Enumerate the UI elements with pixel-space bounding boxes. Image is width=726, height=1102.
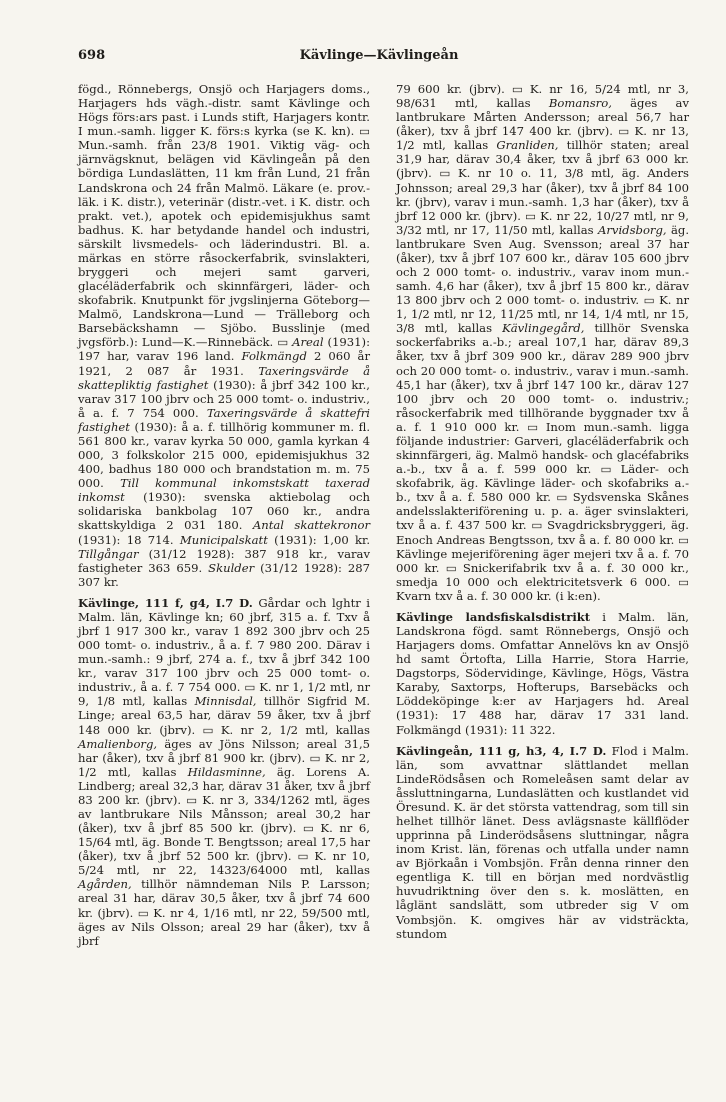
page-number: 698: [78, 48, 106, 63]
entry-heading: Kävlinge landsfiskalsdistrikt: [396, 609, 591, 624]
right-column: [396, 82, 689, 941]
running-head: Kävlinge—Kävlingeån: [299, 48, 459, 63]
kavlinge-farms-entry: Kävlinge, 111 f, g4, I.7 D. Gårdar och lghtr i Malm. län, Kävlinge kn; 60 jbrf, 315 a. f. Txv å jbrf 1 917 300 kr., varav 1 892 300 jbrv och 25 000 tomt- o. industriv., å a. f. 7 980 200. Därav i mun.-samh.: 9 jbrf, 274 a. f., txv å jbrf 342 100 kr., varav 317 100 jbrv och 25 000 tomt- o. industriv., å a. f. 7 754 000. ▭ K. nr 1, 1/2 mtl, nr 9, 1/8 mtl, kallas Minnisdal, tillhör Sigfrid M. Linge; areal 63,5 har, därav 59 åker, txv å jbrf 148 000 kr. (jbrv). ▭ K. nr 2, 1/2 mtl, kallas Amalienborg, äges av Jöns Nilsson; areal 31,5 har (åker), txv å jbrf 81 900 kr. (jbrv). ▭ K. nr 2, 1/2 mtl, kallas Hildasminne, äg. Lorens A. Lindberg; areal 32,3 har, därav 31 åker, txv å jbrf 83 200 kr. (jbrv). ▭ K. nr 3, 334/1262 mtl, äges av lantbrukare Nils Månsson; areal 30,2 har (åker), txv å jbrf 85 500 kr. (jbrv). ▭ K. nr 6, 15/64 mtl, äg. Bonde T. Bengtsson; areal 17,5 har (åker), txv å jbrf 52 500 kr. (jbrv). ▭ K. nr 10, 5/24 mtl, nr 22, 14323/64000 mtl, kallas Agården, tillhör nämndeman Nils P. Larsson; areal 31 har, därav 30,5 åker, txv å jbrf 74 600 kr. (jbrv). ▭ K. nr 4, 1/16 mtl, nr 22, 59/500 mtl, äges av Nils Olsson; areal 29 har (åker), txv å jbrf: [78, 595, 371, 948]
entry-heading: Kävlingeån, 111 g, h3, 4, I.7 D.: [396, 743, 607, 758]
page-header: [78, 48, 680, 68]
landsfiskalsdistrikt-entry: Kävlinge landsfiskalsdistrikt i Malm. län, Landskrona fögd. samt Rönnebergs, Onsjö och Harjagers doms. Omfattar Annelövs kn av Onsjö hd samt Örtofta, Lilla Harrie, Stora Harrie, Dagstorps, Södervidinge, Kävlinge, Högs, Västra Karaby, Saxtorps, Hofterups, Barsebäcks och Löddeköpinge k:er av Harjagers hd. Areal (1931): 17 488 har, därav 17 331 land. Folkmängd (1931): 11 322.: [396, 609, 689, 737]
kavlingean-entry: Kävlingeån, 111 g, h3, 4, I.7 D. Flod i Malm. län, som avvattnar slättlandet mellan LindeRödsåsen och Romeleåsen samt delar av åssluttningarna, Lundaslätten och kustlandet vid Öresund. K. är det största vattendrag, som till sin helhet tillhör länet. Dess avlägsnaste källflöder upprinna på Linderödsåsens sluttningar, några inom Krist. län, förenas och utfalla under namn av Björkaån i Vombsjön. Från denna rinner den egentliga K. till en början med nordvästlig huvudriktning över den s. k. moslätten, en låglänt sandslätt, som utbreder sig V om Vombsjön. K. omgives här av vidsträckta, stundom: [396, 743, 689, 941]
kavlinge-municipality-entry: fögd., Rönnebergs, Onsjö och Harjagers doms., Harjagers hds vägh.-distr. samt Kävlinge och Högs förs:ars past. i Lunds stift, Harjagers kontr. I mun.-samh. ligger K. förs:s kyrka (se K. kn). ▭ Mun.-samh. från 23/8 1901. Viktig väg- och järnvägsknut, belägen vid Kävlingeån på den bördiga Lundaslätten, 11 km från Lund, 21 från Landskrona och 24 från Malmö. Läkare (e. prov.-läk. i K. distr.), veterinär (distr.-vet. i K. distr. och prakt. vet.), apotek och epidemisjukhus samt badhus. K. har betydande handel och industri, särskilt livsmedels- och läderindustri. Bl. a. märkas en större råsockerfabrik, svinslakteri, bryggeri och mejeri samt garveri, glacéläderfabrik och skinnfärgeri, läder- och skofabrik. Knutpunkt för jvgslinjerna Göteborg—Malmö, Landskrona—Lund — Trälleborg och Barsebäckshamn — Sjöbo. Busslinje (med jvgsförb.): Lund—K.—Rinnebäck. ▭ Areal (1931): 197 har, varav 196 land. Folkmängd 2 060 år 1921, 2 087 år 1931. Taxeringsvärde å skattepliktig fastighet (1930): å jbrf 342 100 kr., varav 317 100 jbrv och 25 000 tomt- o. industriv., å a. f. 7 754 000. Taxeringsvärde å skattefri fastighet (1930): å a. f. tillhörig kommuner m. fl. 561 800 kr., varav kyrka 50 000, gamla kyrkan 4 000, 3 folkskolor 215 000, epidemisjukhus 32 400, badhus 180 000 och brandstation m. m. 75 000. Till kommunal inkomstskatt taxerad inkomst (1930): svenska aktiebolag och solidariska bankbolag 107 060 kr., andra skattskyldiga 2 031 180. Antal skattekronor (1931): 18 714. Municipalskatt (1931): 1,00 kr. Tillgångar (31/12 1928): 387 918 kr., varav fastigheter 363 659. Skulder (31/12 1928): 287 307 kr.: [78, 82, 371, 589]
entry-heading: Kävlinge, 111 f, g4, I.7 D.: [78, 595, 253, 610]
kavlinge-farms-continued: 79 600 kr. (jbrv). ▭ K. nr 16, 5/24 mtl, nr 3, 98/631 mtl, kallas Bomansro, äges av lantbrukare Mårten Andersson; areal 56,7 har (åker), txv å jbrf 147 400 kr. (jbrv). ▭ K. nr 13, 1/2 mtl, kallas Granliden, tillhör staten; areal 31,9 har, därav 30,4 åker, txv å jbrf 63 000 kr. (jbrv). ▭ K. nr 10 o. 11, 3/8 mtl, äg. Anders Johnsson; areal 29,3 har (åker), txv å jbrf 84 100 kr. (jbrv), varav i mun.-samh. 1,3 har (åker), txv å jbrf 12 000 kr. (jbrv). ▭ K. nr 22, 10/27 mtl, nr 9, 3/32 mtl, nr 17, 11/50 mtl, kallas Arvidsborg, äg. lantbrukare Sven Aug. Svensson; areal 37 har (åker), txv å jbrf 107 600 kr., därav 105 600 jbrv och 2 000 tomt- o. industriv., varav inom mun.-samh. 4,6 har (åker), txv å jbrf 15 800 kr., därav 13 800 jbrv och 2 000 tomt- o. industriv. ▭ K. nr 1, 1/2 mtl, nr 12, 11/25 mtl, nr 14, 1/4 mtl, nr 15, 3/8 mtl, kallas Kävlingegård, tillhör Svenska sockerfabriks a.-b.; areal 107,1 har, därav 89,3 åker, txv å jbrf 309 900 kr., därav 289 900 jbrv och 20 000 tomt- o. industriv., varav i mun.-samh. 45,1 har (åker), txv å jbrf 147 100 kr., därav 127 100 jbrv och 20 000 tomt- o. industriv.; råsockerfabrik med tillhörande byggnader txv å a. f. 1 910 000 kr. ▭ Inom mun.-samh. ligga följande industrier: Garveri, glacéläderfabrik och skinnfärgeri, äg. Malmö handsk- och glacéfabriks a.-b., txv å a. f. 599 000 kr. ▭ Läder- och skofabrik, äg. Kävlinge läder- och skofabriks a.-b., txv å a. f. 580 000 kr. ▭ Sydsvenska Skånes andelsslakteriförening u. p. a. äger svinslakteri, txv å a. f. 437 500 kr. ▭ Svagdricksbryggeri, äg. Enoch Andreas Bengtsson, txv å a. f. 80 000 kr. ▭ Kävlinge mejeriförening äger mejeri txv å a. f. 70 000 kr. ▭ Snickerifabrik txv å a. f. 30 000 kr., smedja 10 000 och elektricitetsverk 6 000. ▭ Kvarn txv å a. f. 30 000 kr. (i k:en).: [396, 82, 690, 603]
left-column: [78, 82, 370, 948]
